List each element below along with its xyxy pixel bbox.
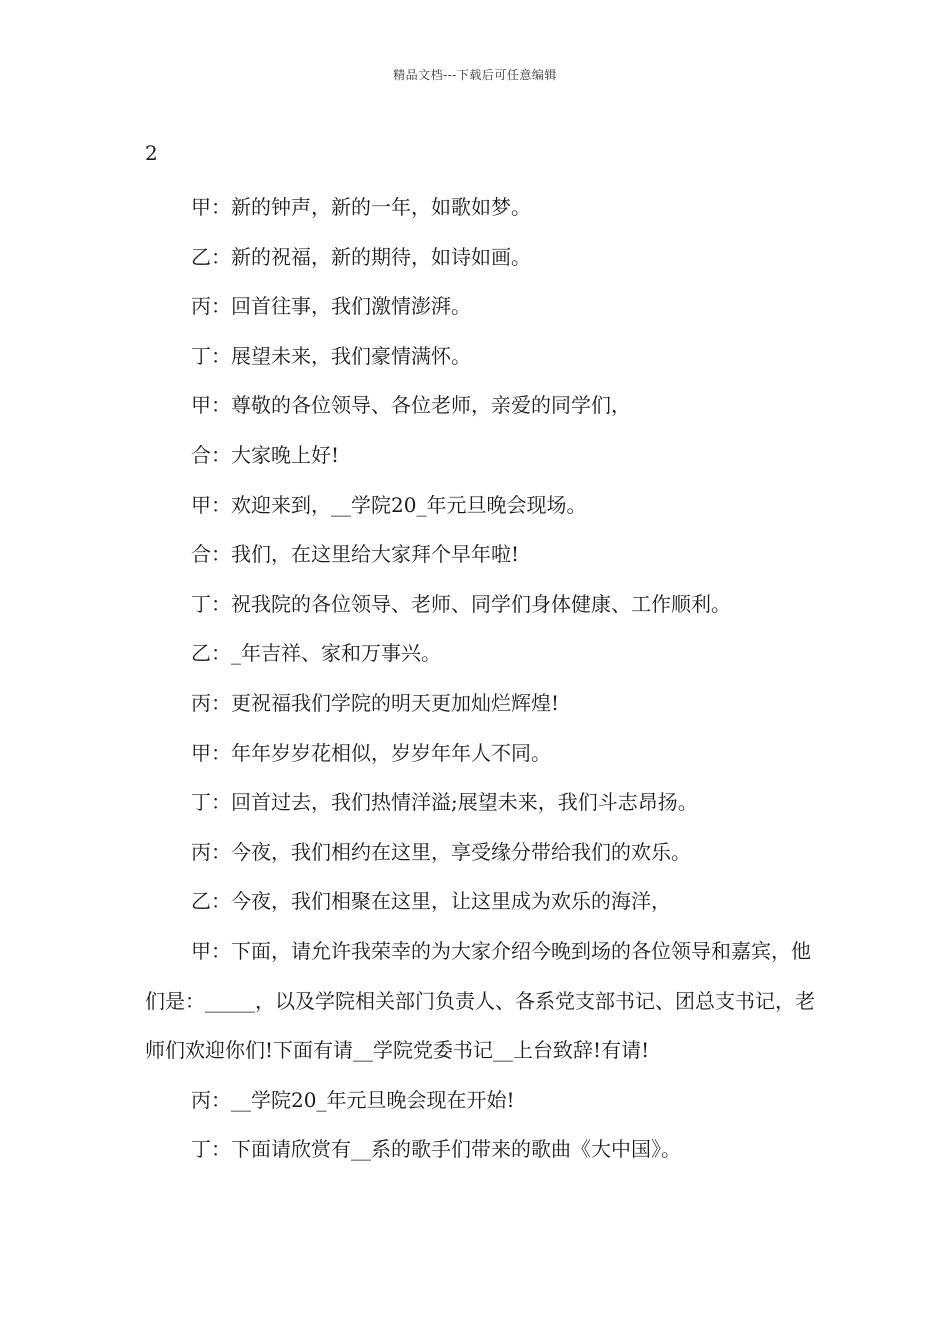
paragraph-1: 甲：新的钟声，新的一年，如歌如梦。 [191,195,531,219]
page-header: 精品文档---下载后可任意编辑 [393,68,557,82]
document-body [145,183,815,1175]
paragraph-10: 乙：_年吉祥、家和万事兴。 [191,641,441,666]
paragraph-8: 合：我们，在这里给大家拜个早年啦! [191,542,520,567]
page-number: 2 [145,141,158,165]
paragraph-5: 甲：尊敬的各位领导、各位老师，亲爱的同学们， [191,393,631,418]
paragraph-6: 合：大家晚上好! [191,442,340,467]
paragraph-11: 丙：更祝福我们学院的明天更加灿烂辉煌! [191,690,560,715]
paragraph-13: 丁：回首过去，我们热情洋溢;展望未来，我们斗志昂扬。 [191,790,698,815]
paragraph-15: 乙：今夜，我们相聚在这里，让这里成为欢乐的海洋， [191,889,671,914]
paragraph-14: 丙：今夜，我们相约在这里，享受缘分带给我们的欢乐。 [191,839,691,864]
paragraph-12: 甲：年年岁岁花相似，岁岁年年人不同。 [191,740,551,765]
paragraph-17: 丙：__学院20_年元旦晚会现在开始! [191,1087,515,1112]
paragraph-7: 甲：欢迎来到，__学院20_年元旦晚会现场。 [191,492,587,517]
paragraph-16: 甲：下面，请允许我荣幸的为大家介绍今晚到场的各位领导和嘉宾，他们是：_____，以及学院相关部门负责人、各系党支部书记、团总支书记，老师们欢迎你们!下面有请__学院党委书记__上台致辞!有请! [145,938,815,1063]
paragraph-3: 丙：回首往事，我们激情澎湃。 [191,294,471,319]
paragraph-2: 乙：新的祝福，新的期待，如诗如画。 [191,244,531,269]
paragraph-4: 丁：展望未来，我们豪情满怀。 [191,343,471,368]
paragraph-18: 丁：下面请欣赏有__系的歌手们带来的歌曲《大中国》。 [191,1137,681,1162]
paragraph-9: 丁：祝我院的各位领导、老师、同学们身体健康、工作顺利。 [191,591,731,616]
